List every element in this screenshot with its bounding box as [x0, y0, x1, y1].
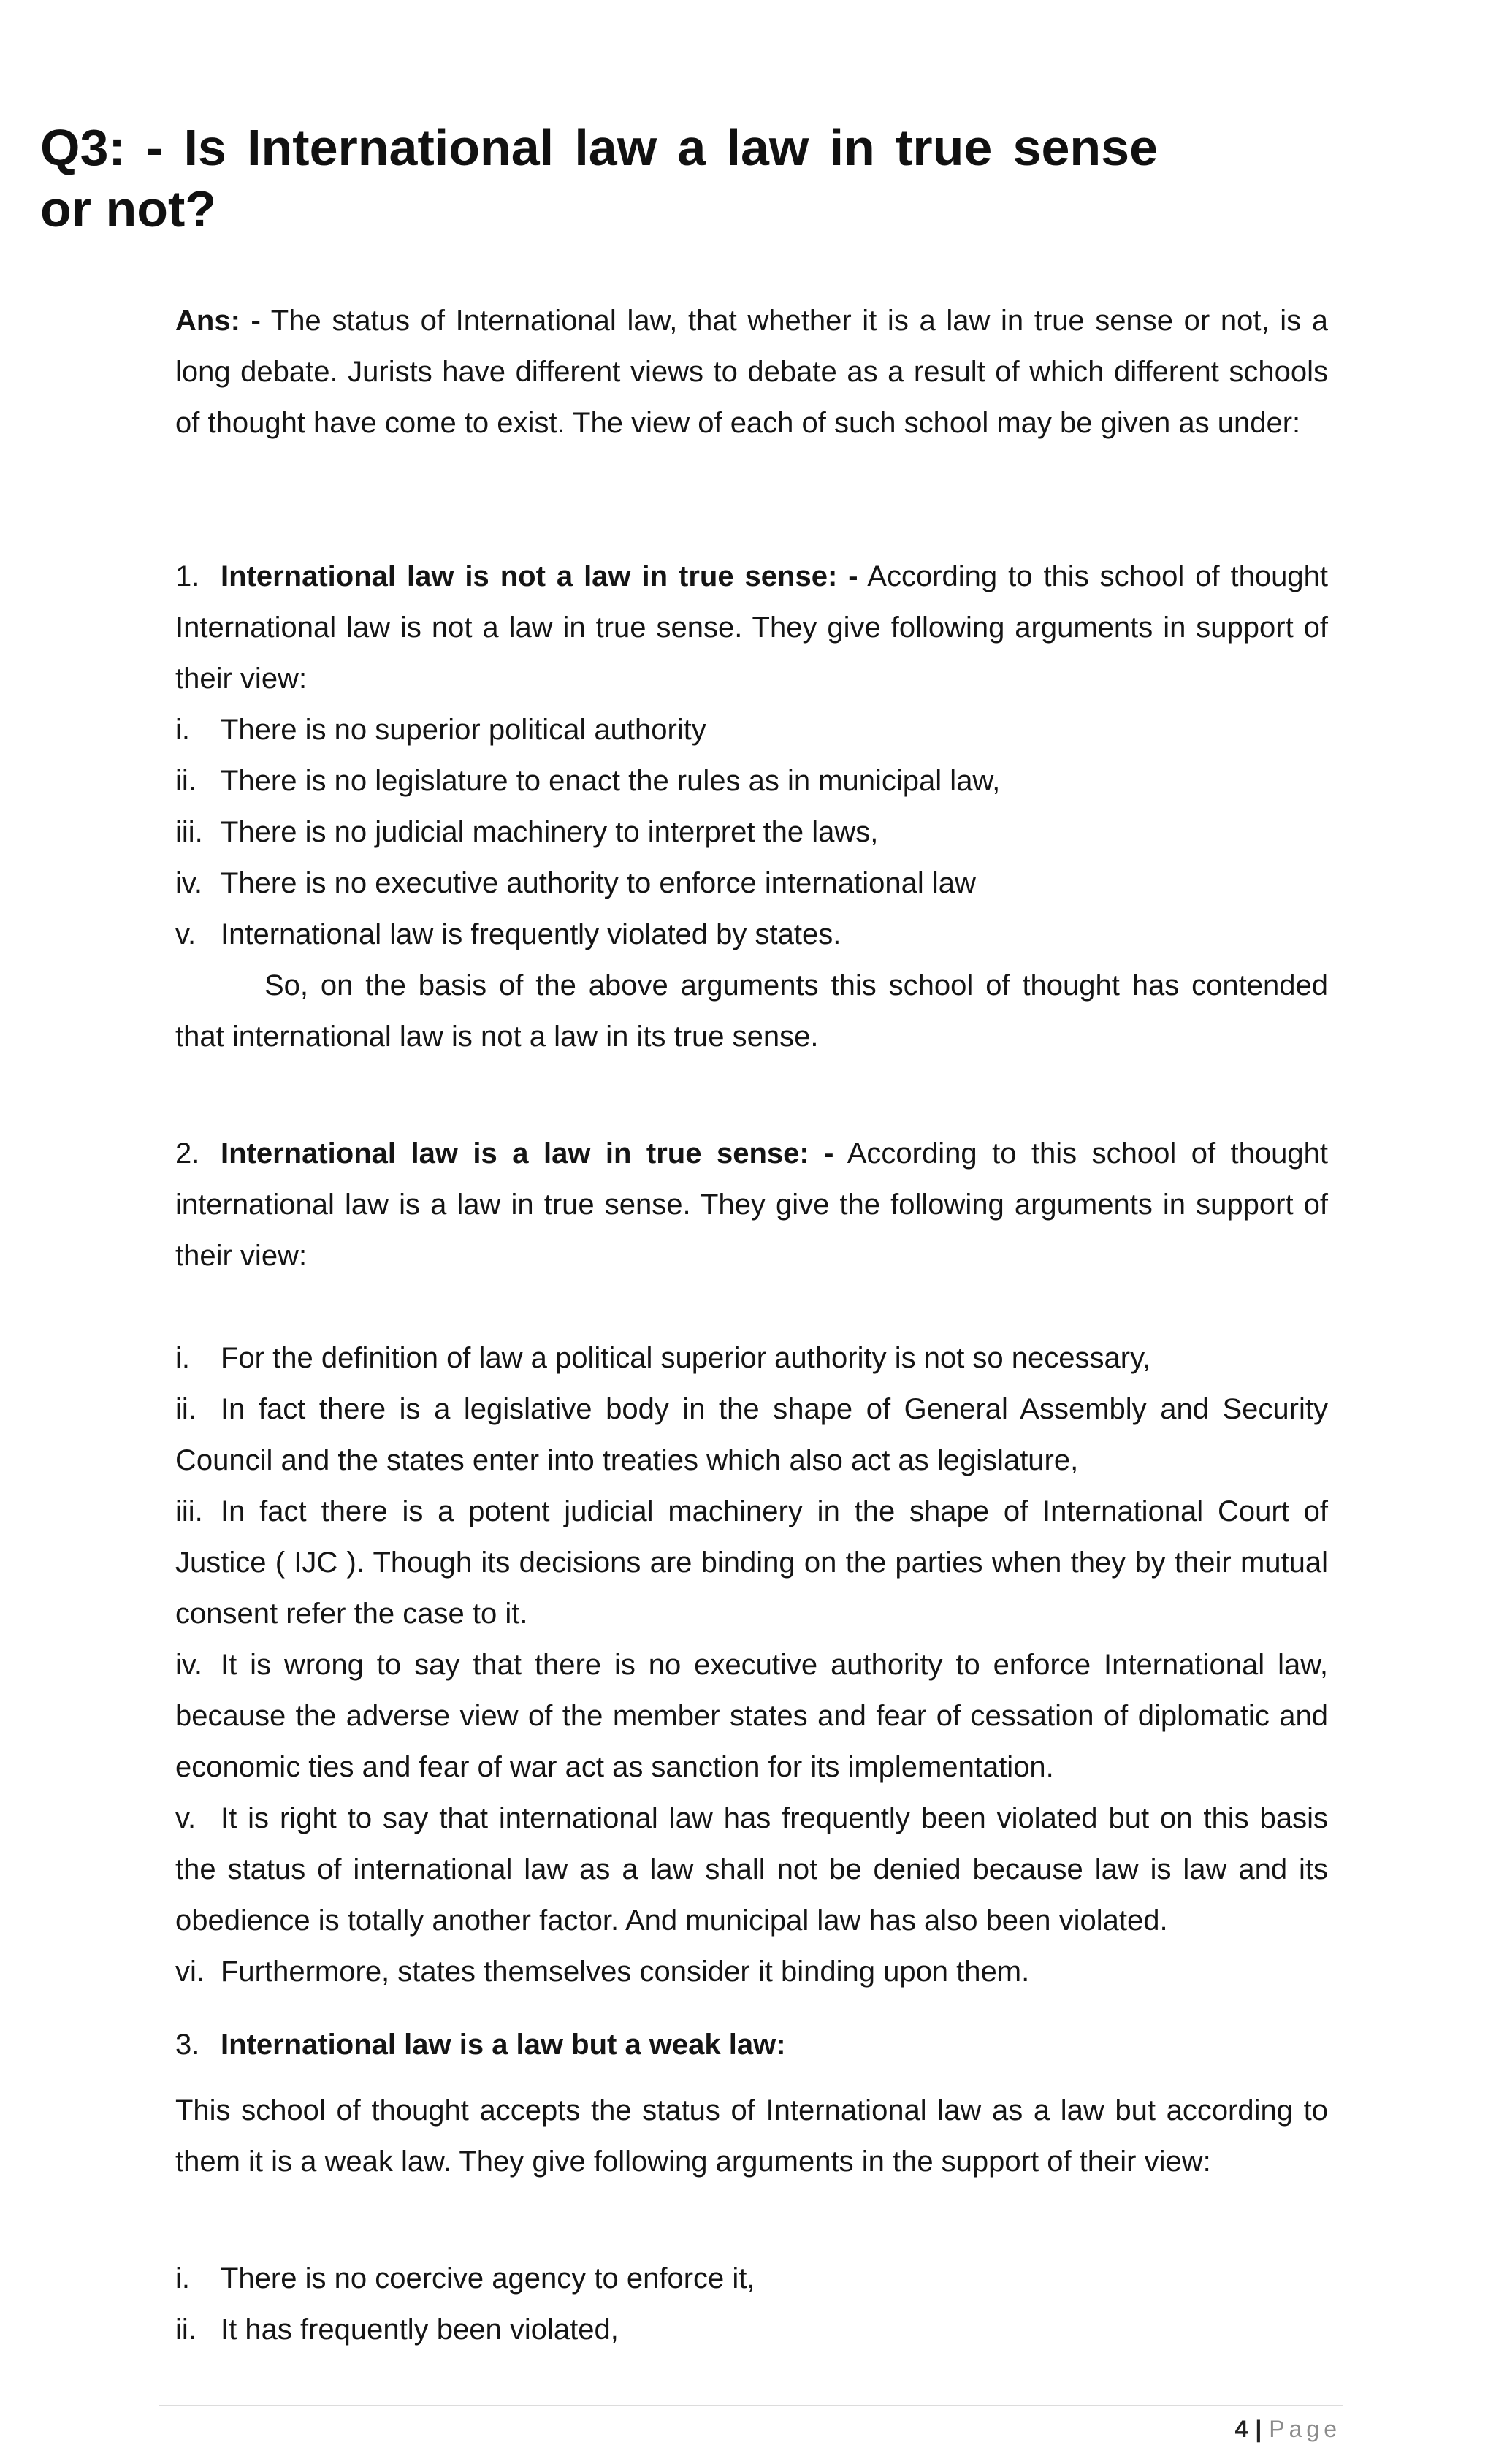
list-item-number: v.	[175, 1802, 196, 1834]
list-item-number: ii.	[175, 2314, 196, 2346]
section-1-conclusion: So, on the basis of the above arguments this school of thought has contended that international law is not a law in its true sense.	[175, 969, 1328, 1053]
list-item	[175, 704, 1328, 755]
section-1-list	[175, 704, 1328, 1062]
list-item-number: v.	[175, 918, 196, 950]
list-item-number: i.	[175, 714, 190, 746]
list-item-text: There is no legislature to enact the rules as in municipal law,	[221, 765, 1001, 797]
list-item	[175, 2253, 1328, 2304]
list-item-text: There is no coercive agency to enforce it,	[221, 2262, 755, 2295]
section-3-heading-line	[175, 2019, 1328, 2070]
list-item-text: International law is frequently violated by states.	[221, 918, 842, 950]
section-2-list	[175, 1332, 1328, 1997]
list-item	[175, 1946, 1328, 1997]
section-1-heading: International law is not a law in true sense: -	[221, 560, 858, 592]
list-item-text: In fact there is a legislative body in the shape of General Assembly and Security Council and the states enter into treaties which also act as legislature,	[175, 1393, 1328, 1476]
section-3-list	[175, 2253, 1328, 2355]
list-item	[175, 1332, 1328, 1384]
list-item	[175, 2304, 1328, 2355]
answer-text: The status of International law, that whether it is a law in true sense or not, is a long debate. Jurists have different views to debate as a result of which different schools of thought have come to exist. The view of each of such school may be given as under:	[175, 305, 1328, 439]
list-item-text: It is wrong to say that there is no executive authority to enforce International law, because the adverse view of the member states and fear of cessation of diplomatic and economic ties and fear of war act as sanction for its implementation.	[175, 1649, 1328, 1783]
list-item	[175, 1486, 1328, 1639]
answer-label: Ans: -	[175, 305, 261, 337]
section-2-heading: International law is a law in true sense: -	[221, 1137, 834, 1170]
section-2-intro	[175, 1128, 1328, 1281]
list-item-text: For the definition of law a political superior authority is not so necessary,	[221, 1342, 1151, 1374]
list-item	[175, 909, 1328, 960]
list-item	[175, 1384, 1328, 1486]
list-item-text: There is no superior political authority	[221, 714, 706, 746]
list-item-text: It is right to say that international law has frequently been violated but on this basis the status of international law as a law shall not be denied because law is law and its obedience is totally another factor. And municipal law has also been violated.	[175, 1802, 1328, 1937]
list-item-number: iv.	[175, 867, 203, 899]
list-item-number: vi.	[175, 1956, 205, 1988]
list-item-number: i.	[175, 2262, 190, 2295]
list-item-number: ii.	[175, 1393, 196, 1425]
list-item-text: Furthermore, states themselves consider it binding upon them.	[221, 1956, 1030, 1988]
list-item-text: There is no judicial machinery to interpret the laws,	[221, 816, 879, 848]
list-item-number: ii.	[175, 765, 196, 797]
list-item	[175, 1793, 1328, 1946]
section-3-number: 3.	[175, 2029, 200, 2061]
footer-separator: |	[1255, 2416, 1262, 2442]
section-2-number: 2.	[175, 1137, 200, 1170]
list-item	[175, 806, 1328, 858]
question-title: Q3: - Is International law a law in true sense or not?	[40, 119, 1158, 237]
section-2-intro-text: According to this school of thought international law is a law in true sense. They give the following arguments in support of their view:	[175, 1137, 1328, 1272]
list-item	[175, 1639, 1328, 1793]
list-item-text: It has frequently been violated,	[221, 2314, 619, 2346]
footer-divider	[159, 2405, 1343, 2406]
section-1-number: 1.	[175, 560, 200, 592]
section-1-intro	[175, 551, 1328, 704]
page-number: 4	[1234, 2416, 1248, 2442]
section-3-intro: This school of thought accepts the status of International law as a law but according to them it is a weak law. They give following arguments in the support of their view:	[175, 2094, 1328, 2178]
list-item-number: iv.	[175, 1649, 203, 1681]
list-item	[175, 755, 1328, 806]
list-item	[175, 858, 1328, 909]
page-label: Page	[1269, 2416, 1341, 2442]
section-3-heading: International law is a law but a weak law:	[221, 2029, 786, 2061]
list-item-number: i.	[175, 1342, 190, 1374]
list-item-text: In fact there is a potent judicial machinery in the shape of International Court of Justice ( IJC ). Though its decisions are binding on the parties when they by their mutual consent refer the case to it.	[175, 1495, 1328, 1630]
list-item-number: iii.	[175, 1495, 203, 1527]
answer-paragraph	[175, 295, 1328, 449]
list-item-text: There is no executive authority to enforce international law	[221, 867, 976, 899]
section-1-intro-text: According to this school of thought International law is not a law in true sense. They give following arguments in support of their view:	[175, 560, 1328, 695]
list-item-number: iii.	[175, 816, 203, 848]
page-footer	[1235, 2414, 1341, 2444]
